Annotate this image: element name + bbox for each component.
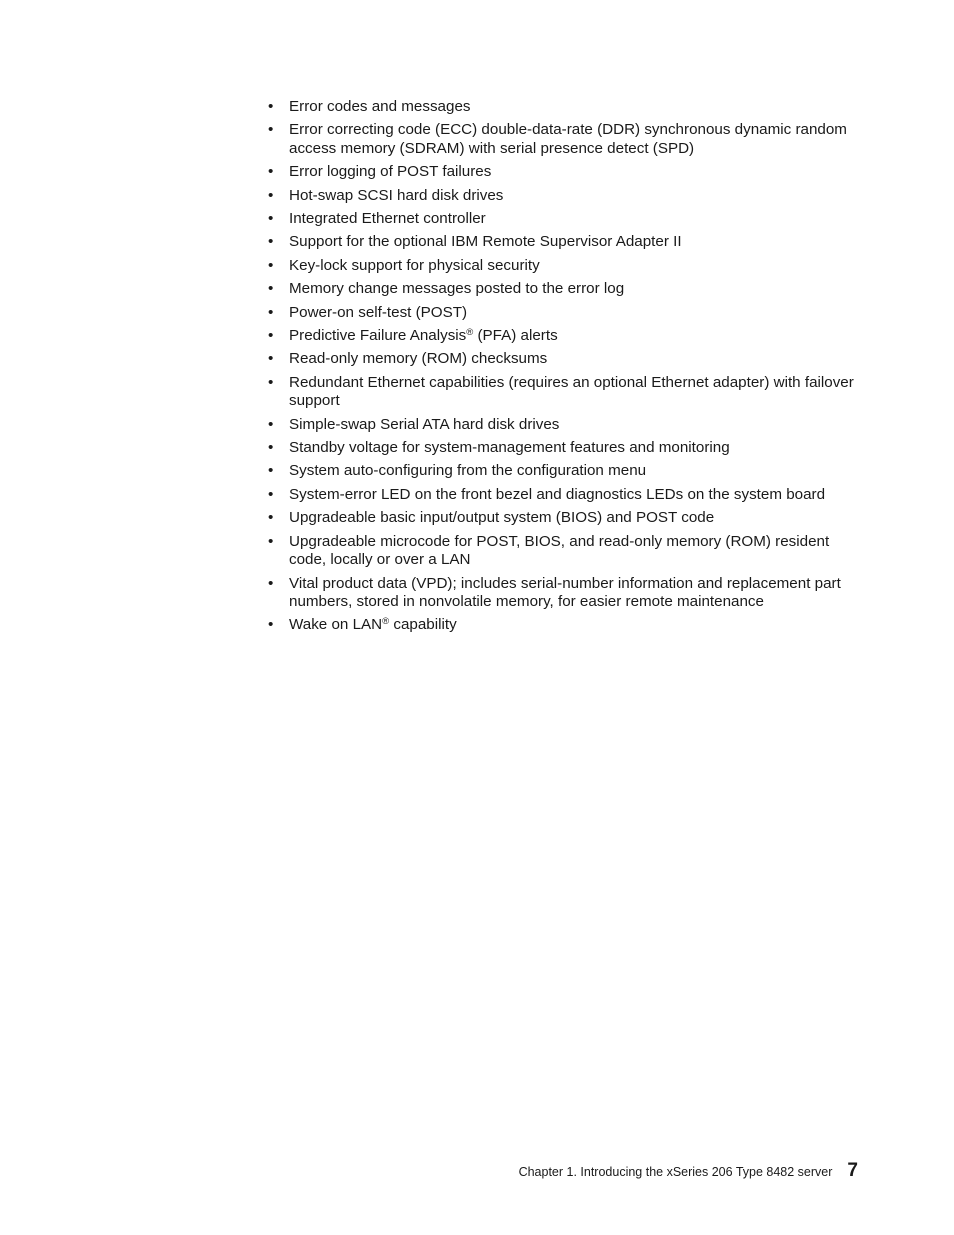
list-item-text: Key-lock support for physical security	[289, 256, 540, 274]
list-item-text: Predictive Failure Analysis® (PFA) alerts	[289, 327, 558, 345]
list-item-text: Upgradeable microcode for POST, BIOS, and read-only memory (ROM) resident code, locally or over a LAN	[289, 532, 830, 569]
bullet-icon: •	[268, 485, 274, 503]
list-item-text: Redundant Ethernet capabilities (requires an optional Ethernet adapter) with failover support	[289, 373, 854, 410]
bullet-icon: •	[268, 163, 274, 181]
list-item-text: System auto-configuring from the configuration menu	[289, 462, 647, 480]
list-item	[268, 416, 858, 435]
list-item	[268, 509, 858, 528]
bullet-icon: •	[268, 210, 274, 228]
list-item-text: Standby voltage for system-management features and monitoring	[289, 439, 730, 457]
bullet-icon: •	[268, 98, 274, 115]
list-item-text: Error logging of POST failures	[289, 163, 492, 181]
list-item	[268, 374, 858, 411]
bullet-icon: •	[268, 509, 274, 527]
bullet-icon: •	[268, 327, 274, 345]
bullet-icon: •	[268, 233, 274, 251]
list-item-text: Wake on LAN® capability	[289, 616, 457, 634]
list-item-text: Error codes and messages	[289, 98, 471, 115]
bullet-icon: •	[268, 350, 274, 368]
list-item	[268, 616, 858, 635]
list-item	[268, 327, 858, 346]
list-item-text: Support for the optional IBM Remote Supervisor Adapter II	[289, 233, 682, 251]
list-item-text: Memory change messages posted to the error log	[289, 280, 625, 298]
list-item	[268, 462, 858, 481]
list-item-text: Power-on self-test (POST)	[289, 303, 468, 321]
list-item	[268, 210, 858, 229]
list-item	[268, 575, 858, 612]
page-number: 7	[847, 1160, 858, 1181]
bullet-icon: •	[268, 532, 274, 550]
list-item	[268, 533, 858, 570]
registered-mark: ®	[382, 616, 390, 628]
bullet-icon: •	[268, 616, 274, 634]
list-item	[268, 98, 858, 117]
list-item	[268, 280, 858, 299]
bullet-icon: •	[268, 373, 274, 391]
bullet-icon: •	[268, 574, 274, 592]
page-footer	[519, 1160, 858, 1182]
list-item-text: System-error LED on the front bezel and diagnostics LEDs on the system board	[289, 485, 826, 503]
list-item-text: Read-only memory (ROM) checksums	[289, 350, 548, 368]
list-item	[268, 350, 858, 369]
list-item	[268, 257, 858, 276]
bullet-icon: •	[268, 462, 274, 480]
bullet-icon: •	[268, 186, 274, 204]
bullet-icon: •	[268, 415, 274, 433]
list-item-text: Integrated Ethernet controller	[289, 210, 486, 228]
bullet-icon: •	[268, 280, 274, 298]
list-item	[268, 304, 858, 323]
list-item-text: Error correcting code (ECC) double-data-rate (DDR) synchronous dynamic random access memory (SDRAM) with serial presence detect (SPD)	[289, 121, 847, 157]
list-item-text: Vital product data (VPD); includes serial-number information and replacement part numbers, stored in nonvolatile memory, for easier remote maintenance	[289, 574, 841, 611]
list-item	[268, 233, 858, 252]
chapter-title: Chapter 1. Introducing the xSeries 206 Type 8482 server	[518, 1165, 833, 1179]
registered-mark: ®	[466, 327, 474, 339]
list-item	[268, 187, 858, 206]
list-item	[268, 121, 858, 158]
list-item	[268, 439, 858, 458]
list-item-text: Upgradeable basic input/output system (BIOS) and POST code	[289, 509, 715, 527]
list-item	[268, 486, 858, 505]
feature-list	[268, 98, 858, 640]
bullet-icon: •	[268, 121, 274, 139]
list-item-text: Simple-swap Serial ATA hard disk drives	[289, 415, 560, 433]
bullet-icon: •	[268, 303, 274, 321]
bullet-icon: •	[268, 439, 274, 457]
list-item-text: Hot-swap SCSI hard disk drives	[289, 186, 504, 204]
list-item	[268, 163, 858, 182]
bullet-icon: •	[268, 256, 274, 274]
